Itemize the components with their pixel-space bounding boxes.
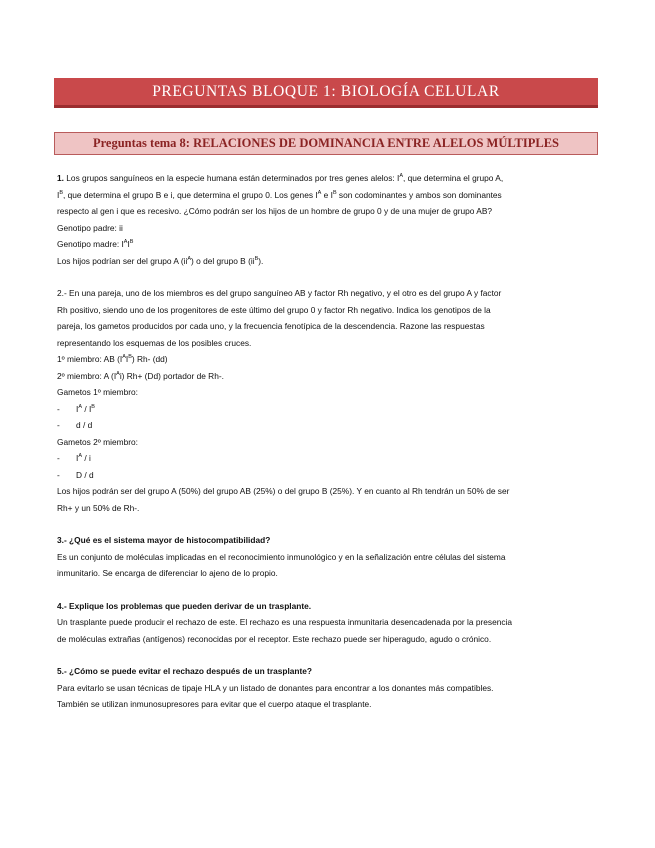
- list-item-text: d / d: [76, 420, 93, 430]
- q5-question: 5.- ¿Cómo se puede evitar el rechazo después de un trasplante?: [57, 666, 313, 676]
- q1-paragraph: [57, 187, 597, 204]
- q1-text: , que determina el grupo B e i, que determina el grupo 0. Los genes I: [63, 189, 318, 200]
- bullet-dash: -: [57, 469, 60, 480]
- q4-answer: Un trasplante puede producir el rechazo de este. El rechazo es una respuesta inmunitaria desencadenada por la presencia: [57, 617, 513, 627]
- q2-gametes-1-title: Gametos 1º miembro:: [57, 387, 138, 397]
- q5-answer: Para evitarlo se usan técnicas de tipaje HLA y un listado de donantes para encontrar a los donantes más compatibles.: [57, 682, 494, 693]
- q1-text: I: [57, 189, 60, 200]
- q1-text: son codominantes y ambos son dominantes: [336, 189, 502, 200]
- bullet-dash: -: [57, 453, 60, 463]
- q1-text: , que determina el grupo A,: [403, 173, 504, 183]
- q2-text: I: [125, 354, 129, 364]
- q2-line: Rh positivo, siendo uno de los progenitores de este último del grupo 0 y factor Rh negativo. Indica los genotipos de la: [57, 304, 491, 315]
- q2-result: Los hijos podrán ser del grupo A (50%) del grupo AB (25%) o del grupo B (25%). Y en cuanto al Rh tendrán un 50% de ser: [57, 486, 510, 496]
- list-item: [57, 417, 597, 434]
- q1-text: ).: [258, 255, 264, 266]
- superscript: B: [254, 255, 259, 262]
- q3-question: 3.- ¿Qué es el sistema mayor de histocompatibilidad?: [57, 535, 271, 545]
- list-item: [57, 401, 597, 418]
- q5-answer: También se utilizan inmunosupresores para evitar que el cuerpo ataque el trasplante.: [57, 699, 372, 709]
- q2-text: 2º miembro: A (I: [57, 370, 117, 381]
- superscript: A: [78, 403, 82, 410]
- superscript: B: [59, 189, 63, 196]
- q2-result: Rh+ y un 50% de Rh-.: [57, 502, 140, 513]
- title-banner: [54, 78, 598, 108]
- q1-text: Los hijos podrían ser del grupo A (ii: [57, 255, 188, 266]
- q3-answer: Es un conjunto de moléculas implicadas en el reconocimiento inmunológico y en la señalización entre células del sistema: [57, 551, 506, 562]
- bullet-dash: -: [57, 403, 60, 414]
- subtitle-banner: [54, 132, 598, 155]
- q2-line: 2.- En una pareja, uno de los miembros es del grupo sanguíneo AB y factor Rh negativo, y el otro es del grupo A y factor: [57, 288, 502, 298]
- list-item: [57, 450, 597, 467]
- q1-paragraph: [57, 170, 597, 187]
- spacer: [57, 269, 597, 285]
- superscript: A: [399, 173, 403, 180]
- list-item-text: [76, 401, 95, 418]
- spacer: [57, 516, 597, 532]
- q2-member-2: [57, 368, 597, 385]
- q2-text: / i: [82, 453, 91, 463]
- document-body: [57, 170, 597, 713]
- page-subtitle: Preguntas tema 8: RELACIONES DE DOMINANCIA ENTRE ALELOS MÚLTIPLES: [92, 136, 560, 150]
- q4-question: 4.- Explique los problemas que pueden derivar de un trasplante.: [57, 600, 312, 611]
- spacer: [57, 647, 597, 663]
- q2-text: / I: [82, 403, 92, 414]
- q1-paragraph: respecto al gen i que es recesivo. ¿Cómo podrán ser los hijos de un hombre de grupo 0 y de una mujer de grupo AB?: [57, 206, 493, 216]
- q2-text: ) Rh- (dd): [131, 354, 168, 364]
- q2-member-1: [57, 351, 597, 368]
- q4-answer: de moléculas extrañas (antígenos) reconocidas por el receptor. Este rechazo puede ser hiperagudo, agudo o crónico.: [57, 633, 492, 644]
- q1-text: Genotipo madre: I: [57, 239, 124, 249]
- q2-gametes-2-title: Gametos 2º miembro:: [57, 436, 138, 447]
- page-title: PREGUNTAS BLOQUE 1: BIOLOGÍA CELULAR: [152, 82, 500, 100]
- list-item: [57, 467, 597, 484]
- q2-text: I: [76, 453, 79, 463]
- q1-father-genotype: Genotipo padre: ii: [57, 222, 123, 233]
- q1-mother-genotype: [57, 236, 597, 253]
- q1-children: [57, 253, 597, 270]
- superscript: B: [129, 239, 134, 246]
- q2-text: i) Rh+ (Dd) portador de Rh-.: [119, 370, 224, 381]
- q2-line: pareja, los gametos producidos por cada uno, y la frecuencia fenotípica de la descendencia. Razone las respuestas: [57, 321, 485, 331]
- superscript: A: [123, 239, 128, 246]
- q2-text: I: [76, 403, 79, 414]
- q1-text: Los grupos sanguíneos en la especie humana están determinados por tres genes alelos: I: [63, 173, 400, 183]
- bullet-dash: -: [57, 420, 60, 430]
- q1-text: I: [127, 239, 130, 249]
- superscript: A: [78, 453, 82, 460]
- superscript: A: [187, 255, 192, 262]
- superscript: B: [128, 354, 132, 361]
- superscript: B: [91, 403, 95, 410]
- spacer: [57, 582, 597, 598]
- superscript: A: [317, 189, 322, 196]
- superscript: A: [122, 354, 126, 361]
- q2-line: representando los esquemas de los posibles cruces.: [57, 337, 252, 348]
- q1-number: 1.: [57, 173, 64, 183]
- q1-text: e I: [321, 189, 333, 200]
- list-item-text: [76, 450, 91, 467]
- list-item-text: D / d: [76, 469, 94, 480]
- q1-text: ) o del grupo B (ii: [191, 255, 255, 266]
- superscript: A: [116, 370, 120, 377]
- q2-text: 1º miembro: AB (I: [57, 354, 123, 364]
- q3-answer: inmunitario. Se encarga de diferenciar lo ajeno de lo propio.: [57, 568, 278, 578]
- superscript: B: [332, 189, 337, 196]
